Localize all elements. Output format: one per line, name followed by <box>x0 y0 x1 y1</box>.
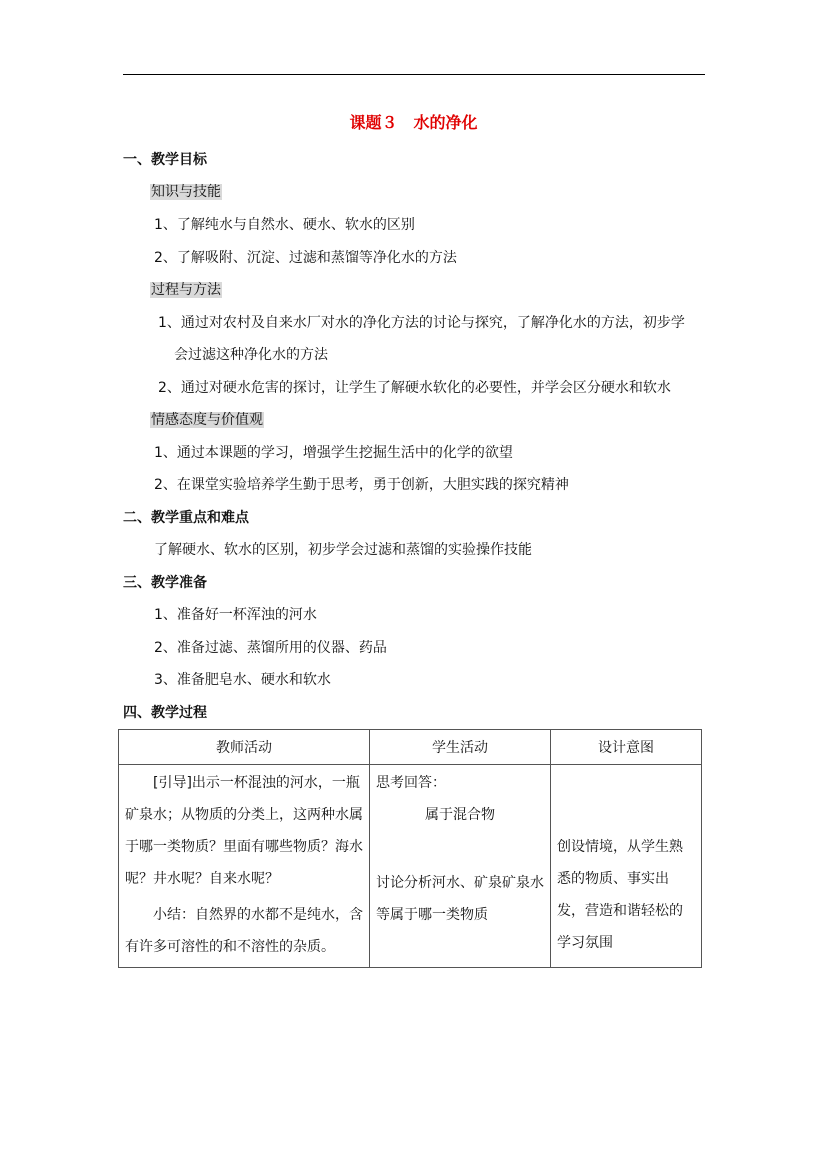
preparation-item-1: 1、准备好一杯浑浊的河水 <box>154 607 317 623</box>
student-think-answer: 思考回答： <box>376 775 446 791</box>
section-heading-keypoints: 二、教学重点和难点 <box>123 510 249 526</box>
teaching-process-table <box>118 729 702 968</box>
design-intent-cell <box>551 765 702 968</box>
knowledge-item-1: 1、了解纯水与自然水、硬水、软水的区别 <box>154 217 415 233</box>
emotion-item-2: 2、在课堂实验培养学生勤于思考，勇于创新，大胆实践的探究精神 <box>154 477 569 493</box>
process-item-1: 1、通过对农村及自来水厂对水的净化方法的讨论与探究，了解净化水的方法，初步学 <box>158 315 685 331</box>
knowledge-item-2: 2、了解吸附、沉淀、过滤和蒸馏等净化水的方法 <box>154 250 457 266</box>
process-item-2: 2、通过对硬水危害的探讨，让学生了解硬水软化的必要性，并学会区分硬水和软水 <box>158 380 671 396</box>
preparation-item-3: 3、准备肥皂水、硬水和软水 <box>154 672 331 688</box>
header-teacher-activity: 教师活动 <box>119 730 370 765</box>
emotion-item-1: 1、通过本课题的学习，增强学生挖掘生活中的化学的欲望 <box>154 445 513 461</box>
header-rule <box>123 74 705 75</box>
section-heading-process: 四、教学过程 <box>123 705 207 721</box>
page-title: 课题３ 水的净化 <box>349 113 478 132</box>
student-mixture-answer: 属于混合物 <box>425 807 495 823</box>
keypoints-text: 了解硬水、软水的区别，初步学会过滤和蒸馏的实验操作技能 <box>154 542 532 558</box>
teacher-summary-text: 小结：自然界的水都不是纯水，含有许多可溶性的和不溶性的杂质。 <box>125 907 363 955</box>
student-discussion-text: 讨论分析河水、矿泉矿泉水等属于哪一类物质 <box>376 875 544 923</box>
subheading-emotion: 情感态度与价值观 <box>151 412 263 428</box>
teacher-guide-text: [引导]出示一杯混浊的河水，一瓶矿泉水；从物质的分类上，这两种水属于哪一类物质？里面有哪些物质？海水呢？井水呢？自来水呢？ <box>125 775 363 887</box>
subheading-knowledge: 知识与技能 <box>151 184 221 200</box>
header-student-activity: 学生活动 <box>370 730 551 765</box>
design-intent-text: 创设情境，从学生熟悉的物质、事实出发，营造和谐轻松的学习氛围 <box>557 839 683 951</box>
preparation-item-2: 2、准备过滤、蒸馏所用的仪器、药品 <box>154 640 387 656</box>
header-design-intent: 设计意图 <box>551 730 702 765</box>
section-heading-objectives: 一、教学目标 <box>123 152 207 168</box>
teacher-activity-cell <box>119 765 370 968</box>
process-item-1-cont: 会过滤这种净化水的方法 <box>174 347 328 363</box>
subheading-process: 过程与方法 <box>151 282 221 298</box>
student-activity-cell <box>370 765 551 968</box>
section-heading-preparation: 三、教学准备 <box>123 575 207 591</box>
